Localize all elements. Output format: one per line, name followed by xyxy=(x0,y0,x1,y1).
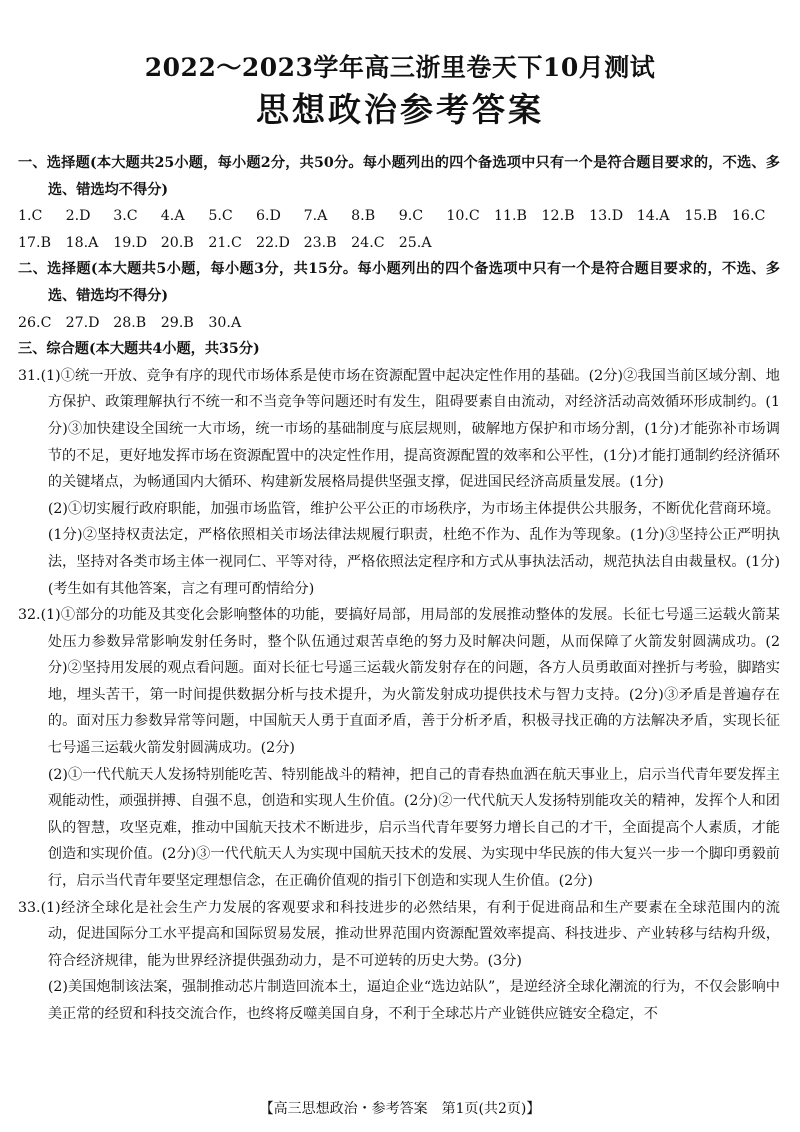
answer-item: 27.D xyxy=(65,314,100,331)
answer-item: 25.A xyxy=(398,234,432,251)
answer-item: 17.B xyxy=(18,234,51,251)
answer-content xyxy=(18,150,780,1028)
answer-item: 6.D xyxy=(255,208,281,225)
section2-heading: 二、选择题(本大题共5小题，每小题3分，共15分。每小题列出的四个备选项中只有一个是符合题目要求的，不选、多选、错选均不得分) xyxy=(18,261,780,304)
q31-part2: (2)①切实履行政府职能，加强市场监管，维护公平公正的市场秩序，为市场主体提供公共服务，不断优化营商环境。(1分)②坚持权责法定，严格依照相关市场法律法规履行职责，杜绝不作为、乱作为等现象。(1分)③坚持公正严明执法，坚持对各类市场主体一视同仁、平等对待，严格依照法定程序和方式从事执法活动，规范执法自由裁量权。(1分)(考生如有其他答案，言之有理可酌情给分) xyxy=(47,500,780,597)
answer-item: 5.C xyxy=(208,208,233,225)
q32-part2: (2)①一代代航天人发扬特别能吃苦、特别能战斗的精神，把自己的青春热血洒在航天事业上，启示当代青年要发挥主观能动性，顽强拼搏、自强不息，创造和实现人生价值。(2分)②一代代航天人发扬特别能攻关的精神，发挥个人和团队的智慧，攻坚克难，推动中国航天技术不断进步，启示当代青年要努力增长自己的才干，全面提高个人素质，才能创造和实现价值。(2分)③一代代航天人为实现中国航天技术的发展、为实现中华民族的伟大复兴一步一个脚印勇毅前行，启示当代青年要坚定理想信念，在正确价值观的指引下创造和实现人生价值。(2分) xyxy=(47,766,780,890)
answer-item: 4.A xyxy=(160,208,185,225)
answer-item: 10.C xyxy=(446,208,480,225)
answer-item: 11.B xyxy=(493,208,527,225)
answer-item: 2.D xyxy=(65,208,91,225)
answer-item: 29.B xyxy=(160,314,194,331)
answer-item: 8.B xyxy=(351,208,376,225)
section1-answers xyxy=(18,203,780,256)
answer-item: 13.D xyxy=(589,208,624,225)
page-title: 2022～2023学年高三浙里卷天下10月测试 xyxy=(144,53,656,82)
answer-item: 24.C xyxy=(351,234,385,251)
q33-part2: (2)美国炮制该法案，强制推动芯片制造回流本土，逼迫企业“选边站队”，是逆经济全球化潮流的行为，不仅会影响中美正常的经贸和科技交流合作，也终将反噬美国自身，不利于全球芯片产业链供应链安全稳定，不 xyxy=(47,979,780,1022)
answer-item: 21.C xyxy=(208,234,242,251)
page-footer: 【高三思想政治・参考答案 第1页(共2页)】 xyxy=(259,1101,541,1117)
q31-part1: 31.(1)①统一开放、竞争有序的现代市场体系是使市场在资源配置中起决定性作用的基础。(2分)②我国当前区域分割、地方保护、政策理解执行不统一和不当竞争等问题还时有发生，阻碍要素自由流动，对经济活动高效循环形成制约。(1分)③加快建设全国统一大市场，统一市场的基础制度与底层规则，破解地方保护和市场分割，(1分)才能弥补市场调节的不足，更好地发挥市场在资源配置中的决定性作用，提高资源配置的效率和公平性，(1分)才能打通制约经济循环的关键堵点，为畅通国内大循环、构建新发展格局提供坚强支撑，促进国民经济高质量发展。(1分) xyxy=(18,367,780,491)
answer-item: 16.C xyxy=(731,208,766,225)
answer-item: 1.C xyxy=(18,208,43,225)
answer-item: 20.B xyxy=(160,234,194,251)
section3-heading: 三、综合题(本大题共4小题，共35分) xyxy=(18,341,260,358)
answer-item: 26.C xyxy=(18,314,52,331)
answer-item: 9.C xyxy=(398,208,424,225)
section1-heading: 一、选择题(本大题共25小题，每小题2分，共50分。每小题列出的四个备选项中只有一个是符合题目要求的，不选、多选、错选均不得分) xyxy=(18,155,780,198)
answer-item: 3.C xyxy=(113,208,138,225)
page-subtitle: 思想政治参考答案 xyxy=(256,90,544,129)
answer-item: 7.A xyxy=(303,208,328,225)
answer-item: 19.D xyxy=(113,234,148,251)
answer-item: 14.A xyxy=(636,208,670,225)
answer-item: 12.B xyxy=(541,208,575,225)
answer-item: 18.A xyxy=(65,234,99,251)
q33-part1: 33.(1)经济全球化是社会生产力发展的客观要求和科技进步的必然结果，有利于促进商品和生产要素在全球范围内的流动，促进国际分工水平提高和国际贸易发展，推动世界范围内资源配置效率提高、科技进步、产业转移与结构升级，符合经济规律，能为世界经济提供强劲动力，是不可逆转的历史大势。(3分) xyxy=(18,899,780,969)
answer-item: 30.A xyxy=(208,314,242,331)
answer-item: 22.D xyxy=(255,234,290,251)
section2-answers xyxy=(18,310,780,337)
q32-part1: 32.(1)①部分的功能及其变化会影响整体的功能，要搞好局部，用局部的发展推动整体的发展。长征七号遥三运载火箭某处压力参数异常影响发射任务时，整个队伍通过艰苦卓绝的努力及时解决问题，从而保障了火箭发射圆满成功。(2分)②坚持用发展的观点看问题。面对长征七号遥三运载火箭发射存在的问题，各方人员勇敢面对挫折与考验，脚踏实地，埋头苦干，第一时间提供数据分析与技术提升，为火箭发射成功提供技术与智力支持。(2分)③矛盾是普遍存在的。面对压力参数异常等问题，中国航天人勇于直面矛盾，善于分析矛盾，积极寻找正确的方法解决矛盾，实现长征七号遥三运载火箭发射圆满成功。(2分) xyxy=(18,607,780,757)
answer-item: 15.B xyxy=(684,208,718,225)
answer-item: 23.B xyxy=(303,234,337,251)
answer-item: 28.B xyxy=(113,314,147,331)
